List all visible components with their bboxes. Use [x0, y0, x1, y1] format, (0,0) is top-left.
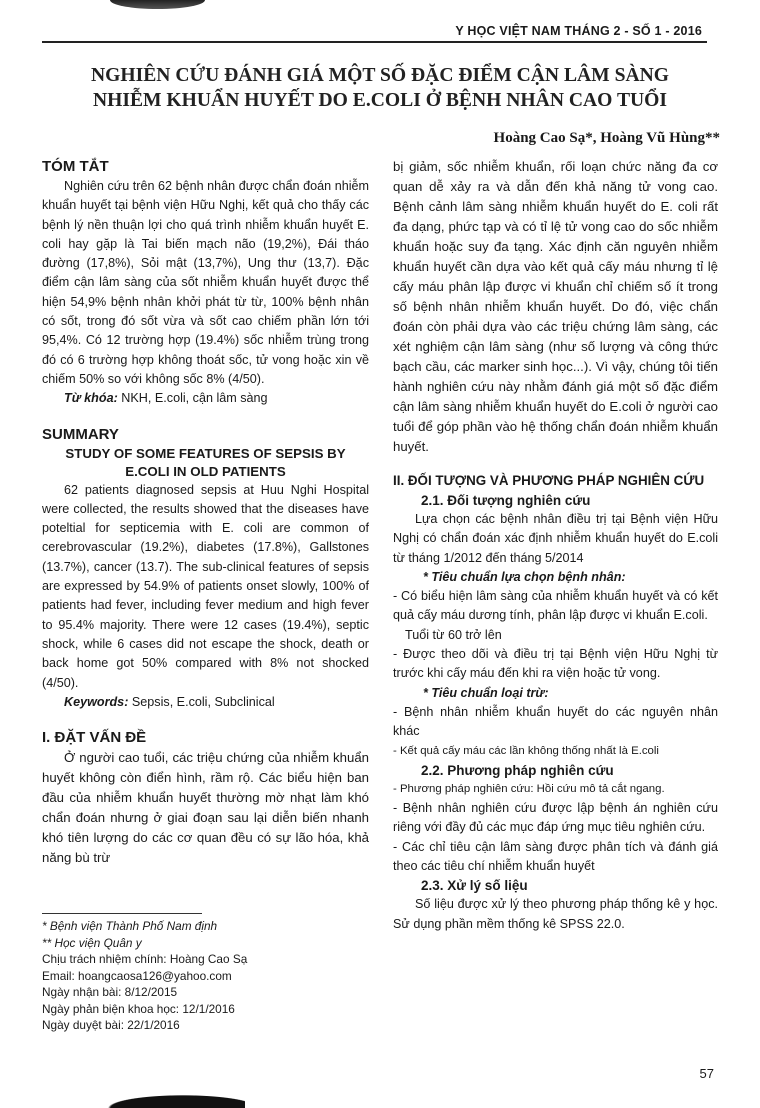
- subsection-2-2: 2.2. Phương pháp nghiên cứu: [421, 762, 614, 778]
- top-decoration: [110, 0, 205, 9]
- authors: Hoàng Cao Sạ*, Hoàng Vũ Hùng**: [493, 130, 720, 146]
- section-2-heading: II. ĐỐI TƯỢNG VÀ PHƯƠNG PHÁP NGHIÊN CỨU: [393, 473, 705, 488]
- tukhoa: [42, 389, 369, 408]
- section-1-text: Ở người cao tuổi, các triệu chứng của nhiễm khuẩn huyết không còn điển hình, rầm rộ. Các biểu hiện ban đầu của nhiễm khuẩn huyết thường mờ nhạt làm khó chẩn đoán nhưng ở giai đoạn sau lại diễn biến nhanh khó tiên lượng do các cơ quan đều có sự lão hóa, khả năng bù trừ: [42, 750, 369, 866]
- footnote-rule: [42, 913, 202, 914]
- section-1-continued: bị giảm, sốc nhiễm khuẩn, rối loạn chức năng đa cơ quan dễ xảy ra và dẫn đến khả năng tử vong cao. Bệnh cảnh lâm sàng nhiễm khuẩn huyết do E. coli rất đa dạng, phức tạp và có tỉ lệ tử vong cao do sốc nhiễm khuẩn hoặc suy đa tạng. Xác định căn nguyên nhiễm khuẩn huyết cần dựa vào kết quả cấy máu nhưng tỉ lệ cấy máu phân lập được vi khuẩn chỉ chiếm số ít trong số bệnh nhân nhiễm khuẩn huyết. Do đó, việc chẩn đoán còn phải dựa vào các triệu chứng lâm sàng, các xét nghiệm cận lâm sàng (như số lượng và công thức bạch cầu, các marker sinh học...). Vì vậy, chúng tôi tiến hành nghiên cứu này nhằm đánh giá một số đặc điểm cận lâm sàng nhiễm khuẩn huyết do E.coli ở người cao tuổi để góp phần vào hệ thống chẩn đoán nhiễm khuẩn huyết.: [393, 159, 718, 454]
- footnote-received: Ngày nhận bài: 8/12/2015: [42, 985, 178, 999]
- footnote-reviewed: Ngày phản biện khoa học: 12/1/2016: [42, 1001, 235, 1016]
- subsection-2-1-text: Lựa chọn các bệnh nhân điều trị tại Bệnh viện Hữu Nghị có chẩn đoán xác định nhiễm khuẩn huyết do E.coli từ tháng 1/2012 đến tháng 5/2014: [393, 512, 718, 565]
- header-rule: [42, 41, 707, 43]
- exclusion-criteria-2: - Kết quả cấy máu các lần không thống nhất là E.coli: [393, 744, 659, 757]
- tukhoa-label: Từ khóa:: [64, 391, 118, 406]
- keywords-text: Sepsis, E.coli, Subclinical: [128, 694, 275, 709]
- footnote-accepted: Ngày duyệt bài: 22/1/2016: [42, 1018, 180, 1032]
- inclusion-criteria-1: - Có biểu hiện lâm sàng của nhiễm khuẩn huyết và có kết quả cấy máu dương tính, phân lập được vi khuẩn E.coli.: [393, 589, 718, 623]
- footnote-affiliation-1: * Bệnh viện Thành Phố Nam định: [42, 919, 218, 933]
- summary-text: 62 patients diagnosed sepsis at Huu Nghi Hospital were collected, the results showed that the diseases have poteltial for septicemia with E. coli are common of cerebrovascular (19.2%), diabetes (17.8%), Gallstones (13.7%), cancer (13.7). The sub-clinical features of sepsis are expressed by 54.9% of patients onset slowly, 100% of patients had fever, including fever medium and high fever to 95.4% majority. There were 12 cases (19.4%), septic shock, while 6 cases did not escape the shock, death or back home got 50% compared with 8% not shocked (4/50).: [42, 482, 369, 690]
- left-column: [42, 157, 369, 868]
- page-number: 57: [699, 1066, 714, 1081]
- method-2: - Bệnh nhân nghiên cứu được lập bệnh án nghiên cứu riêng với đầy đủ các mục đáp ứng mục tiêu nghiên cứu.: [393, 801, 718, 835]
- summary-title-1: STUDY OF SOME FEATURES OF SEPSIS BY: [65, 445, 346, 461]
- footnote-email: Email: hoangcaosa126@yahoo.com: [42, 968, 232, 983]
- method-1: - Phương pháp nghiên cứu: Hồi cứu mô tả cắt ngang.: [393, 782, 665, 795]
- summary-heading: SUMMARY: [42, 425, 119, 443]
- inclusion-criteria-3: - Được theo dõi và điều trị tại Bệnh viện Hữu Nghị từ trước khi cấy máu đến khi ra viện hoặc tử vong.: [393, 647, 718, 681]
- method-3: - Các chỉ tiêu cận lâm sàng được phân tích và đánh giá theo các tiêu chí nhiễm khuẩn huyết: [393, 839, 718, 874]
- section-1-heading: I. ĐẶT VẤN ĐỀ: [42, 729, 147, 747]
- subsection-2-1: 2.1. Đối tượng nghiên cứu: [421, 493, 591, 508]
- footnotes: [42, 918, 372, 1034]
- inclusion-criteria-heading: * Tiêu chuẩn lựa chọn bệnh nhân:: [423, 569, 626, 584]
- tomtat-text: Nghiên cứu trên 62 bệnh nhân được chẩn đoán nhiễm khuẩn huyết tại bệnh viện Hữu Nghị, kết quả cho thấy các bệnh lý nền thuận lợi cho quá trình nhiễm khuẩn huyết E. coli hay gặp là Tai biến mạch não (19,2%), Đái tháo đường (17,8%), Sỏi mật (13,7%), Ung thư (13,7). Đặc điểm cận lâm sàng của sốt nhiễm khuẩn huyết được thể hiện 54,9% bệnh nhân khởi phát từ từ, 100% bệnh nhân có sốt, trong đó sốt vừa và sốt cao chiếm phần lớn tới 95,4%. Có 12 trường hợp (19.4%) sốc nhiễm trùng trong đó có 6 trường hợp không thoát sốc, tử vong hoặc xin về chiếm 50% so với không sốc 8% (4/50).: [42, 179, 369, 386]
- journal-header: Y HỌC VIỆT NAM THÁNG 2 - SỐ 1 - 2016: [455, 24, 702, 38]
- bottom-decoration: [90, 1092, 245, 1108]
- exclusion-criteria-1: - Bệnh nhân nhiễm khuẩn huyết do các nguyên nhân khác: [393, 704, 718, 739]
- data-processing-text: Số liệu được xử lý theo phương pháp thống kê y học. Sử dụng phần mềm thống kê SPSS 22.0.: [393, 897, 718, 931]
- right-column: [393, 157, 718, 934]
- tukhoa-text: NKH, E.coli, cận lâm sàng: [117, 391, 268, 406]
- subsection-2-3: 2.3. Xử lý số liệu: [421, 878, 528, 894]
- tomtat-heading: TÓM TẮT: [42, 158, 109, 175]
- footnote-affiliation-2: ** Học viện Quân y: [42, 935, 142, 950]
- article-title: [40, 63, 720, 113]
- title-line-1: NGHIÊN CỨU ĐÁNH GIÁ MỘT SỐ ĐẶC ĐIỂM CẬN LÂM SÀNG: [90, 65, 670, 86]
- footnote-corresponding: Chịu trách nhiệm chính: Hoàng Cao Sạ: [42, 952, 248, 966]
- title-line-2: NHIỄM KHUẨN HUYẾT DO E.COLI Ở BỆNH NHÂN CAO TUỔI: [92, 90, 668, 111]
- exclusion-criteria-heading: * Tiêu chuẩn loại trừ:: [423, 685, 549, 700]
- keywords: [42, 693, 369, 712]
- inclusion-criteria-2: Tuổi từ 60 trở lên: [405, 627, 502, 642]
- keywords-label: Keywords:: [64, 694, 129, 709]
- summary-title-2: E.COLI IN OLD PATIENTS: [125, 463, 286, 479]
